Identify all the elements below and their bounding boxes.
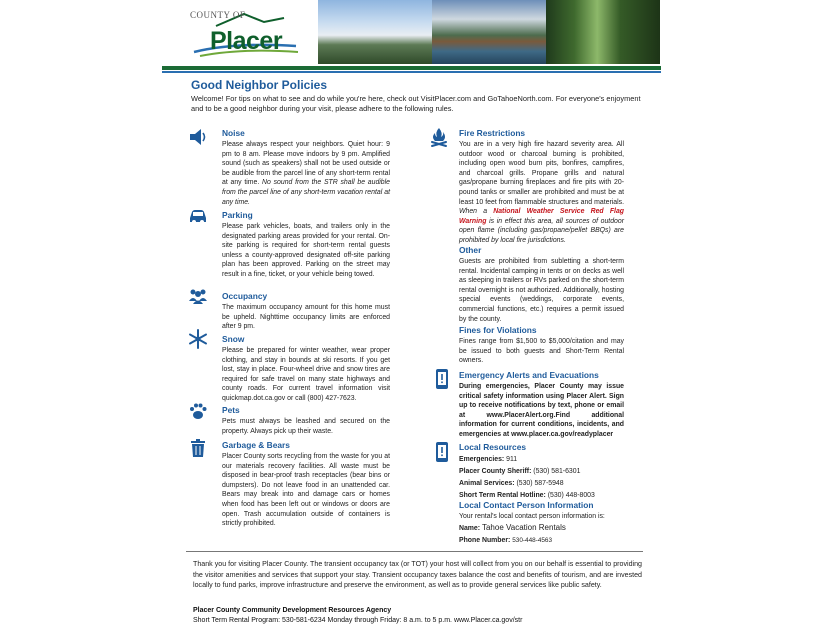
- footer-agency: Placer County Community Development Resources Agency: [193, 607, 392, 614]
- fire-text: [459, 140, 624, 246]
- fire-em-post: is in effect this area, all sources of outdoor open flame (including gas/propane/pellet BBQs) are prohibited by local fire jurisdictions.: [459, 217, 625, 244]
- other-text: Guests are prohibited from subletting a short-term rental. Incidental camping in tents or on decks as well as sleeping in trailers or RVs parked on the short-term rental overnight is not authorized. Additionally, hosting special events (weddings, corporate events, commercial functions, etc.) requires a permit issued by the county.: [459, 258, 624, 323]
- pets-section: [222, 405, 390, 436]
- photo-mountain-lake: [432, 0, 546, 64]
- contact-name-value: Tahoe Vacation Rentals: [481, 522, 566, 532]
- footer-thanks-text: Thank you for visiting Placer County. The transient occupancy tax (or TOT) your host will collect from you on our behalf is essential to providing the visitor amenities and services that support your stay. Transient occupancy taxes balance the cost and benefits of tourism, and are invested locally to fund parks, improve infrastructure and preserve the environment, as well as to provide general services like public safety.: [193, 560, 642, 590]
- local-resources-heading: Local Resources: [459, 442, 527, 452]
- phone-icon: [431, 441, 453, 463]
- resource-value: (530) 448-8003: [547, 492, 595, 499]
- photo-forest: [546, 0, 660, 64]
- fines-text: Fines range from $1,500 to $5,000/citation and may be issued to both guests and Short-Term Rental owners.: [459, 338, 624, 365]
- occupancy-section: [222, 291, 390, 332]
- garbage-section: [222, 440, 390, 529]
- red-flag-warning: National Weather Service Red Flag Warning: [459, 208, 625, 225]
- other-heading: Other: [459, 245, 482, 255]
- parking-text: Please park vehicles, boats, and trailers only in the designated parking areas provided for your rental. On-site parking is required for short-term rental guests unless a county-approved designated off-site parking plan has been approved. Parking on the street may result in a fine, ticket, or your vehicle being towed.: [222, 223, 390, 278]
- pets-heading: Pets: [222, 405, 240, 415]
- intro-text: Welcome! For tips on what to see and do while you're here, check out VisitPlacer.com and GoTahoeNorth.com. For everyone's enjoyment and to be a good neighbor during your visit, please adhere to the following rules.: [191, 94, 641, 113]
- pets-text: Pets must always be leashed and secured on the property. Always pick up their waste.: [222, 418, 390, 435]
- garbage-heading: Garbage & Bears: [222, 440, 290, 450]
- footer-program: Short Term Rental Program: 530-581-6234 Monday through Friday: 8 a.m. to 5 p.m. www.Placer.ca.gov/str: [193, 617, 523, 624]
- car-icon: [187, 205, 209, 227]
- page-title: Good Neighbor Policies: [191, 78, 328, 92]
- resource-value: (530) 587-5948: [516, 480, 564, 487]
- noise-body: Please always respect your neighbors. Quiet hour: 9 pm to 8 am. Please move indoors by 9 pm. Amplified sound (such as speakers) shall not be used outside or be audible from the parcel line of any short-term rental at any time.: [222, 141, 390, 187]
- contact-name-row: [459, 522, 634, 535]
- resource-row-sheriff: [459, 466, 624, 478]
- county-logo: [186, 8, 302, 60]
- logo-placer-text: Placer: [210, 27, 283, 55]
- snowflake-icon: [187, 328, 209, 350]
- phone-alert-icon: [431, 368, 453, 390]
- resource-label: Short Term Rental Hotline:: [459, 492, 546, 499]
- fines-heading: Fines for Violations: [459, 325, 537, 335]
- contact-phone-label: Phone Number:: [459, 536, 511, 544]
- trash-bin-icon: [187, 437, 209, 459]
- fines-section: [459, 325, 624, 366]
- noise-emphasis: No sound from the STR shall be audible from the parcel line of any short-term vacation rental at any time.: [222, 179, 391, 206]
- parking-section: [222, 210, 390, 280]
- header-divider: [162, 66, 661, 70]
- contact-phone-row: [459, 535, 634, 547]
- fire-heading: Fire Restrictions: [459, 128, 526, 138]
- paw-icon: [187, 400, 209, 422]
- resource-row-emergencies: [459, 454, 624, 466]
- contact-name-label: Name:: [459, 524, 481, 532]
- fire-body: You are in a very high fire hazard severity area. All outdoor wood or charcoal burning is prohibited, including open wood burn pits, bonfires, campfires, and charcoal grills. Propane grills and natural gas/propane burning fireplaces and fire pits with 20-pound tanks or smaller are prohibited and must be at least 10 feet from flammable structures and materials.: [459, 141, 624, 206]
- footer-divider: [186, 551, 643, 552]
- resource-label: Emergencies:: [459, 456, 505, 463]
- snow-heading: Snow: [222, 334, 245, 344]
- other-section: [459, 245, 624, 324]
- local-resources-section: [459, 442, 624, 502]
- snow-text: Please be prepared for winter weather, wear proper clothing, and stay in bounds at ski resorts. If you get lost, stay in place. Four-wheel drive and snow tires are required for safe travel on many state highways and county roads. For current travel information visit quickmap.dot.ca.gov or call (800) 427-7623.: [222, 347, 390, 402]
- header-photo-strip: [318, 0, 660, 64]
- header-divider-accent: [162, 71, 661, 73]
- contact-phone-value: 530-448-4563: [512, 536, 553, 544]
- noise-heading: Noise: [222, 128, 245, 138]
- resource-value: 911: [506, 456, 518, 463]
- parking-heading: Parking: [222, 210, 253, 220]
- resource-row-animal-services: [459, 478, 624, 490]
- occupancy-heading: Occupancy: [222, 291, 268, 301]
- noise-text: [222, 140, 390, 207]
- people-group-icon: [187, 285, 209, 307]
- fire-em-pre: When a: [459, 208, 488, 216]
- local-contact-section: [459, 500, 634, 547]
- speaker-icon: [187, 126, 209, 148]
- emergency-text: During emergencies, Placer County may issue critical safety information using Placer Alert. Sign up to receive notifications by text, phone or email at www.PlacerAlert.org.Find additional information for current conditions, incidents, and emergencies at www.placer.ca.gov/readyplacer: [459, 383, 624, 438]
- occupancy-text: The maximum occupancy amount for this home must be upheld. Nighttime occupancy limits are enforced after 9 pm.: [222, 304, 390, 331]
- snow-section: [222, 334, 390, 404]
- campfire-icon: [428, 126, 450, 148]
- logo-county-text: COUNTY OF: [190, 10, 246, 20]
- noise-section: [222, 128, 390, 207]
- resource-value: (530) 581-6301: [533, 468, 581, 475]
- garbage-text: Placer County sorts recycling from the waste for you at our materials recovery facilities. All waste must be disposed in bear-proof trash receptacles (bear bins or dumpsters). Do not leave food in an unattended car. Bears may break into and damage cars or homes when food has been left out or windows or doors are open. Trash accumulation outside of containers is strictly prohibited.: [222, 453, 390, 528]
- resource-label: Placer County Sheriff:: [459, 468, 532, 475]
- local-contact-text: Your rental's local contact person information is:: [459, 513, 605, 520]
- photo-ski-slope: [318, 0, 432, 64]
- local-contact-heading: Local Contact Person Information: [459, 500, 594, 510]
- emergency-heading: Emergency Alerts and Evacuations: [459, 370, 599, 380]
- emergency-section: [459, 370, 624, 440]
- resource-label: Animal Services:: [459, 480, 515, 487]
- fire-section: [459, 128, 624, 246]
